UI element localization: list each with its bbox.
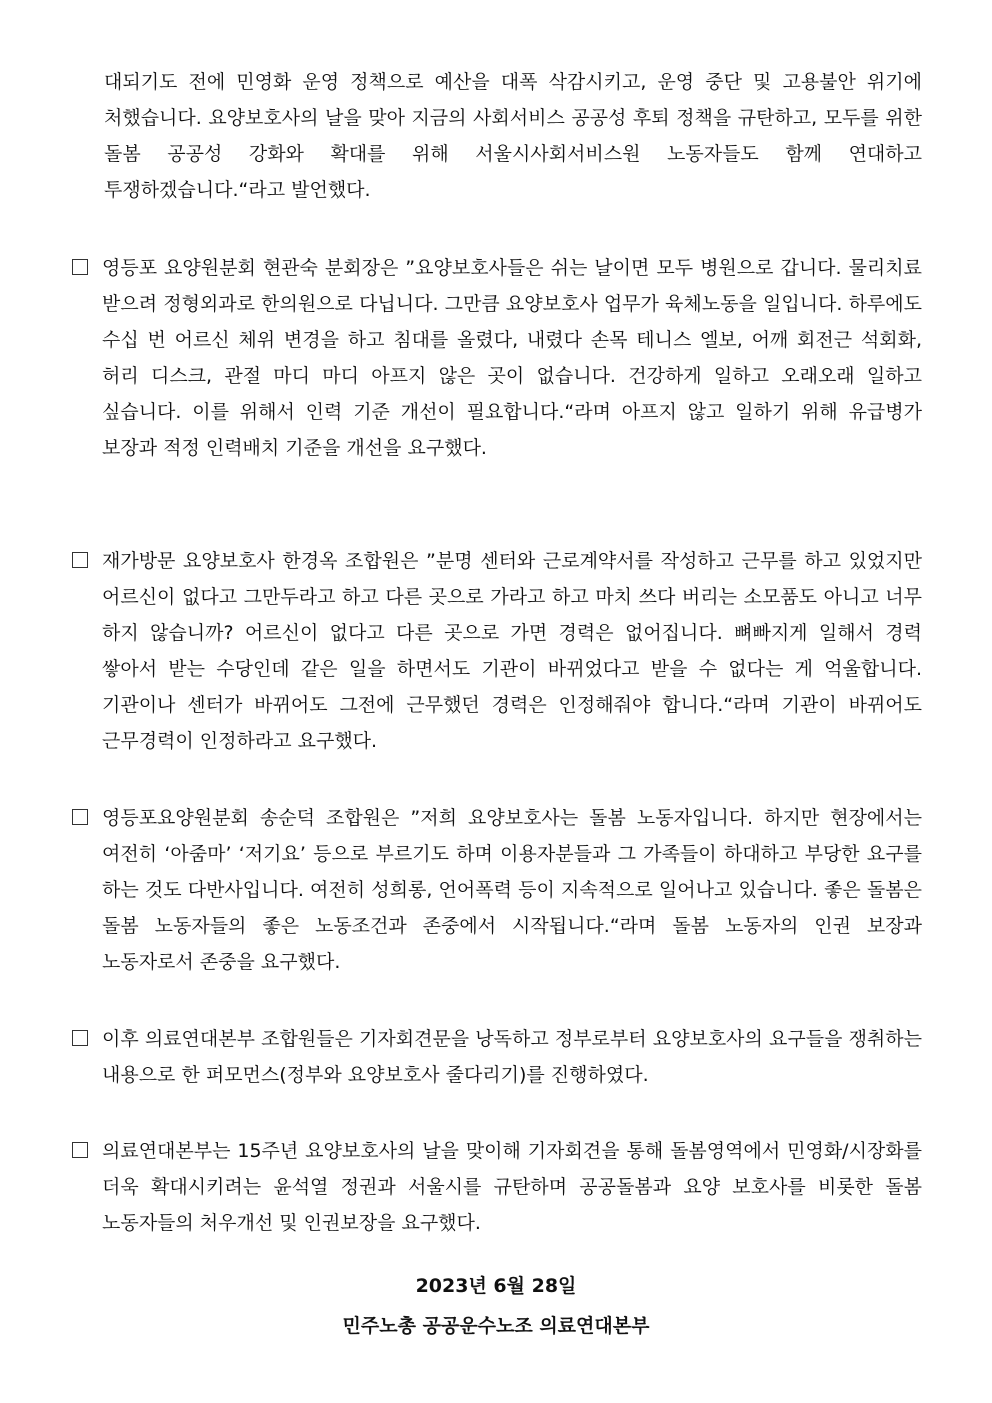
list-item-text: 의료연대본부는 15주년 요양보호사의 날을 맞이해 기자회견을 통해 돌봄영역에서 민영화/시장화를 더욱 확대시키려는 윤석열 정권과 서울시를 규탄하며 공공돌봄과 요양 보호사를 비롯한 돌봄 노동자들의 처우개선 및 인권보장을 요구했다. <box>102 1140 922 1234</box>
footer-organization: 민주노총 공공운수노조 의료연대본부 <box>342 1315 650 1337</box>
list-item <box>72 1021 922 1093</box>
checkbox-bullet-icon <box>72 250 104 286</box>
checkbox-bullet-icon <box>72 543 104 579</box>
intro-paragraph: 대되기도 전에 민영화 운영 정책으로 예산을 대폭 삭감시키고, 운영 중단 및 고용불안 위기에 처했습니다. 요양보호사의 날을 맞아 지금의 사회서비스 공공성 후퇴 정책을 규탄하고, 모두를 위한 돌봄 공공성 강화와 확대를 위해 서울시사회서비스원 노동자들도 함께 연대하고 투쟁하겠습니다.“라고 발언했다. <box>104 71 922 201</box>
footer-date: 2023년 6월 28일 <box>415 1275 577 1297</box>
list-item-text: 이후 의료연대본부 조합원들은 기자회견문을 낭독하고 정부로부터 요양보호사의 요구들을 쟁취하는 내용으로 한 퍼모먼스(정부와 요양보호사 줄다리기)를 진행하였다. <box>102 1028 922 1086</box>
checkbox-bullet-icon <box>72 800 104 836</box>
list-item <box>72 250 922 466</box>
list-item <box>72 800 922 980</box>
list-item-text: 재가방문 요양보호사 한경옥 조합원은 ”분명 센터와 근로계약서를 작성하고 근무를 하고 있었지만 어르신이 없다고 그만두라고 하고 다른 곳으로 가라고 하고 마치 쓰다 버리는 소모품도 아니고 너무 하지 않습니까? 어르신이 없다고 다른 곳으로 가면 경력은 없어집니다. 뼈빠지게 일해서 경력 쌓아서 받는 수당인데 같은 일을 하면서도 기관이 바뀌었다고 받을 수 없다는 게 억울합니다. 기관이나 센터가 바뀌어도 그전에 근무했던 경력은 인정해줘야 합니다.“라며 기관이 바뀌어도 근무경력이 인정하라고 요구했다. <box>102 550 922 752</box>
checkbox-bullet-icon <box>72 1021 104 1057</box>
list-item-text: 영등포요양원분회 송순덕 조합원은 ”저희 요양보호사는 돌봄 노동자입니다. 하지만 현장에서는 여전히 ‘아줌마’ ‘저기요’ 등으로 부르기도 하며 이용자분들과 그 가족들이 하대하고 부당한 요구를 하는 것도 다반사입니다. 여전히 성희롱, 언어폭력 등이 지속적으로 일어나고 있습니다. 좋은 돌봄은 돌봄 노동자들의 좋은 노동조건과 존중에서 시작됩니다.“라며 돌봄 노동자의 인권 보장과 노동자로서 존중을 요구했다. <box>102 807 922 973</box>
list-item <box>72 1133 922 1241</box>
list-item-text: 영등포 요양원분회 현관숙 분회장은 ”요양보호사들은 쉬는 날이면 모두 병원으로 갑니다. 물리치료 받으려 정형외과로 한의원으로 다닙니다. 그만큼 요양보호사 업무가 육체노동을 일입니다. 하루에도 수십 번 어르신 체위 변경을 하고 침대를 올렸다, 내렸다 손목 테니스 엘보, 어깨 회전근 석회화, 허리 디스크, 관절 마디 마디 아프지 않은 곳이 없습니다. 건강하게 일하고 오래오래 일하고 싶습니다. 이를 위해서 인력 기준 개선이 필요합니다.“라며 아프지 않고 일하기 위해 유급병가 보장과 적정 인력배치 기준을 개선을 요구했다. <box>102 257 922 459</box>
checkbox-bullet-icon <box>72 1133 104 1169</box>
list-item <box>72 543 922 759</box>
